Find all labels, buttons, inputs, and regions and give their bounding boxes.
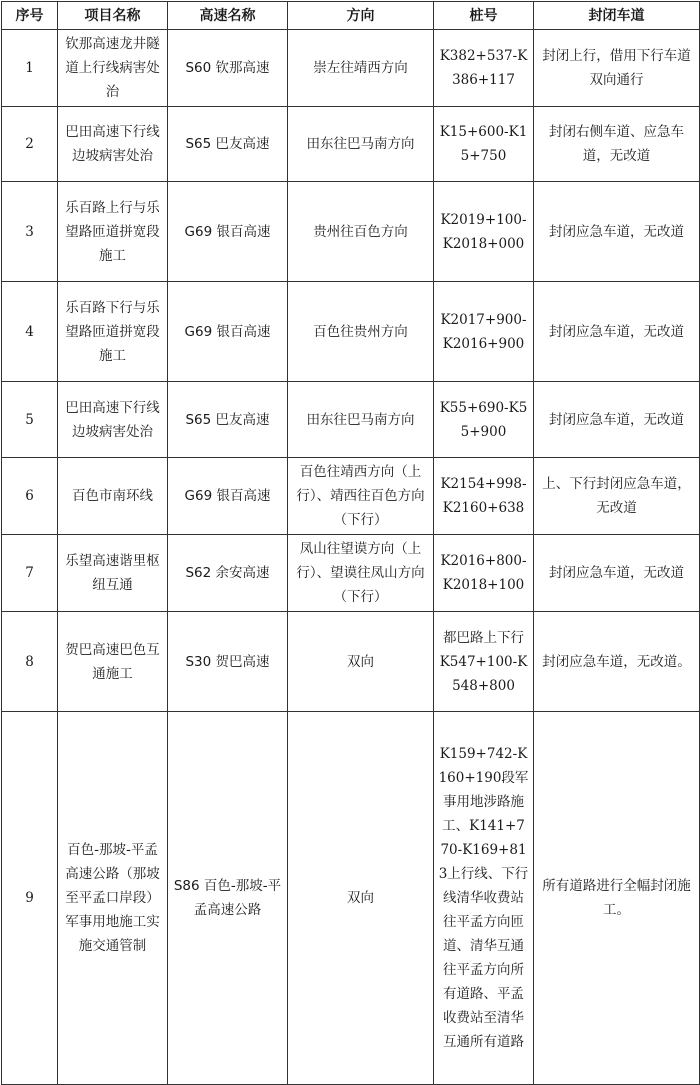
cell-closure: 所有道路进行全幅封闭施工。 <box>534 712 700 1085</box>
cell-seq: 1 <box>2 30 58 107</box>
cell-project: 百色市南环线 <box>58 458 168 535</box>
cell-seq: 6 <box>2 458 58 535</box>
table-row <box>2 107 700 182</box>
header-direction: 方向 <box>288 2 434 30</box>
cell-project: 百色-那坡-平孟高速公路（那坡至平孟口岸段）军事用地施工实施交通管制 <box>58 712 168 1085</box>
cell-direction: 田东往巴马南方向 <box>288 107 434 182</box>
cell-direction: 崇左往靖西方向 <box>288 30 434 107</box>
cell-highway: S62 余安高速 <box>168 535 288 612</box>
table-row <box>2 282 700 382</box>
cell-project: 钦那高速龙井隧道上行线病害处治 <box>58 30 168 107</box>
cell-highway: G69 银百高速 <box>168 458 288 535</box>
header-stake: 桩号 <box>434 2 534 30</box>
table-row <box>2 458 700 535</box>
cell-closure: 封闭应急车道，无改道 <box>534 535 700 612</box>
header-highway: 高速名称 <box>168 2 288 30</box>
cell-direction: 贵州往百色方向 <box>288 182 434 282</box>
cell-seq: 4 <box>2 282 58 382</box>
cell-highway: S30 贺巴高速 <box>168 612 288 712</box>
cell-stake: K382+537-K386+117 <box>434 30 534 107</box>
cell-highway: G69 银百高速 <box>168 182 288 282</box>
cell-closure: 上、下行封闭应急车道，无改道 <box>534 458 700 535</box>
cell-stake: K2154+998-K2160+638 <box>434 458 534 535</box>
cell-stake: K55+690-K55+900 <box>434 382 534 458</box>
header-project: 项目名称 <box>58 2 168 30</box>
cell-stake: K159+742-K160+190段军事用地涉路施工、K141+770-K169+813上行线、下行线清华收费站往平孟方向匝道、清华互通往平孟方向所有道路、平孟收费站至清华互通所有道路 <box>434 712 534 1085</box>
cell-closure: 封闭上行，借用下行车道双向通行 <box>534 30 700 107</box>
cell-project: 贺巴高速巴色互通施工 <box>58 612 168 712</box>
cell-stake: K2016+800-K2018+100 <box>434 535 534 612</box>
cell-project: 乐望高速谐里枢纽互通 <box>58 535 168 612</box>
cell-direction: 百色往靖西方向（上行）、靖西往百色方向（下行） <box>288 458 434 535</box>
cell-seq: 7 <box>2 535 58 612</box>
cell-project: 巴田高速下行线边坡病害处治 <box>58 382 168 458</box>
cell-seq: 2 <box>2 107 58 182</box>
cell-stake: K2019+100-K2018+000 <box>434 182 534 282</box>
cell-direction: 百色往贵州方向 <box>288 282 434 382</box>
table-row <box>2 712 700 1085</box>
cell-closure: 封闭右侧车道、应急车道，无改道 <box>534 107 700 182</box>
table-row <box>2 182 700 282</box>
cell-highway: S65 巴友高速 <box>168 107 288 182</box>
table-row <box>2 612 700 712</box>
table-row <box>2 30 700 107</box>
cell-stake: K15+600-K15+750 <box>434 107 534 182</box>
cell-seq: 9 <box>2 712 58 1085</box>
cell-highway: S86 百色-那坡-平孟高速公路 <box>168 712 288 1085</box>
header-closure: 封闭车道 <box>534 2 700 30</box>
cell-project: 乐百路下行与乐望路匝道拼宽段施工 <box>58 282 168 382</box>
cell-seq: 3 <box>2 182 58 282</box>
header-row <box>2 2 700 30</box>
cell-stake: 都巴路上下行K547+100-K548+800 <box>434 612 534 712</box>
cell-closure: 封闭应急车道，无改道 <box>534 282 700 382</box>
cell-direction: 双向 <box>288 712 434 1085</box>
table-row <box>2 382 700 458</box>
cell-highway: G69 银百高速 <box>168 282 288 382</box>
cell-closure: 封闭应急车道，无改道。 <box>534 612 700 712</box>
cell-highway: S65 巴友高速 <box>168 382 288 458</box>
cell-seq: 8 <box>2 612 58 712</box>
cell-project: 乐百路上行与乐望路匝道拼宽段施工 <box>58 182 168 282</box>
cell-seq: 5 <box>2 382 58 458</box>
cell-direction: 田东往巴马南方向 <box>288 382 434 458</box>
cell-project: 巴田高速下行线边坡病害处治 <box>58 107 168 182</box>
cell-direction: 凤山往望谟方向（上行）、望谟往凤山方向（下行） <box>288 535 434 612</box>
cell-direction: 双向 <box>288 612 434 712</box>
header-seq: 序号 <box>2 2 58 30</box>
table-row <box>2 535 700 612</box>
cell-closure: 封闭应急车道，无改道 <box>534 182 700 282</box>
cell-highway: S60 钦那高速 <box>168 30 288 107</box>
cell-stake: K2017+900-K2016+900 <box>434 282 534 382</box>
cell-closure: 封闭应急车道，无改道 <box>534 382 700 458</box>
road-closure-table <box>1 1 700 1085</box>
